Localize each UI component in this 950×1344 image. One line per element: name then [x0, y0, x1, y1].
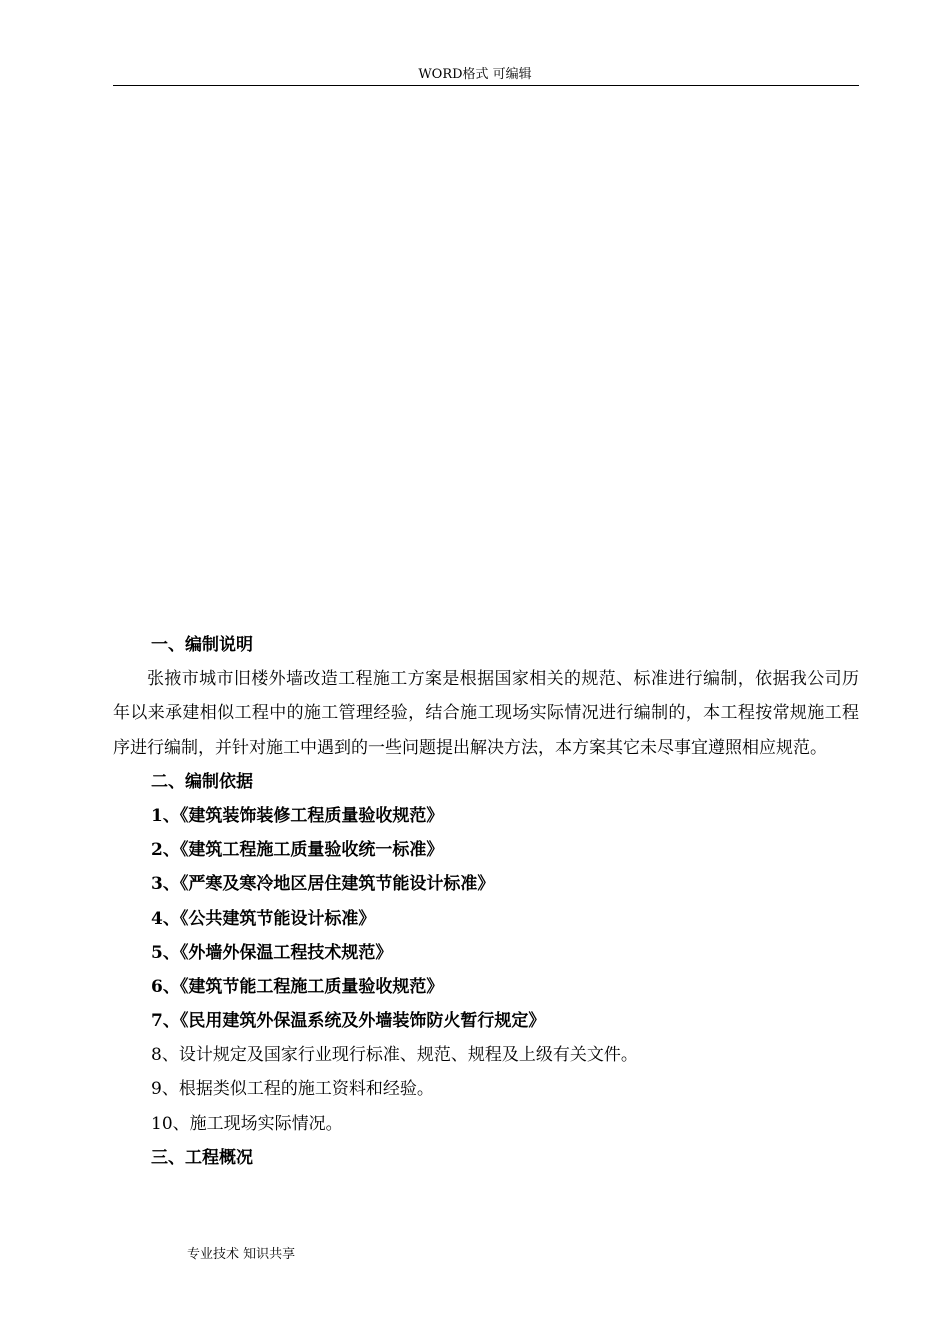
header-rule — [113, 85, 859, 86]
basis-item-4: 4、《公共建筑节能设计标准》 — [151, 908, 376, 929]
basis-item-2: 2、《建筑工程施工质量验收统一标准》 — [151, 840, 444, 861]
basis-item-6: 6、《建筑节能工程施工质量验收规范》 — [151, 976, 444, 997]
section-heading-3: 三、工程概况 — [151, 1147, 253, 1168]
section-heading-1: 一、编制说明 — [151, 635, 253, 655]
basis-item-10: 10、施工现场实际情况。 — [151, 1113, 343, 1134]
basis-item-3: 3、《严寒及寒冷地区居住建筑节能设计标准》 — [151, 874, 495, 895]
basis-item-5: 5、《外墙外保温工程技术规范》 — [151, 942, 393, 963]
basis-item-1: 1、《建筑装饰装修工程质量验收规范》 — [151, 805, 444, 826]
document-body — [113, 628, 859, 1175]
basis-item-9: 9、根据类似工程的施工资料和经验。 — [151, 1079, 434, 1100]
section-1-paragraph: 张掖市城市旧楼外墙改造工程施工方案是根据国家相关的规范、标准进行编制，依据我公司历年以来承建相似工程中的施工管理经验，结合施工现场实际情况进行编制的，本工程按常规施工程序进行编制，并针对施工中遇到的一些问题提出解决方法，本方案其它未尽事宜遵照相应规范。 — [113, 669, 859, 758]
section-heading-2: 二、编制依据 — [151, 771, 253, 792]
basis-item-8: 8、设计规定及国家行业现行标准、规范、规程及上级有关文件。 — [151, 1045, 638, 1066]
page-header: WORD格式 可编辑 — [418, 67, 532, 82]
basis-item-7: 7、《民用建筑外保温系统及外墙装饰防火暂行规定》 — [151, 1011, 546, 1032]
page-footer: 专业技术 知识共享 — [187, 1247, 296, 1262]
